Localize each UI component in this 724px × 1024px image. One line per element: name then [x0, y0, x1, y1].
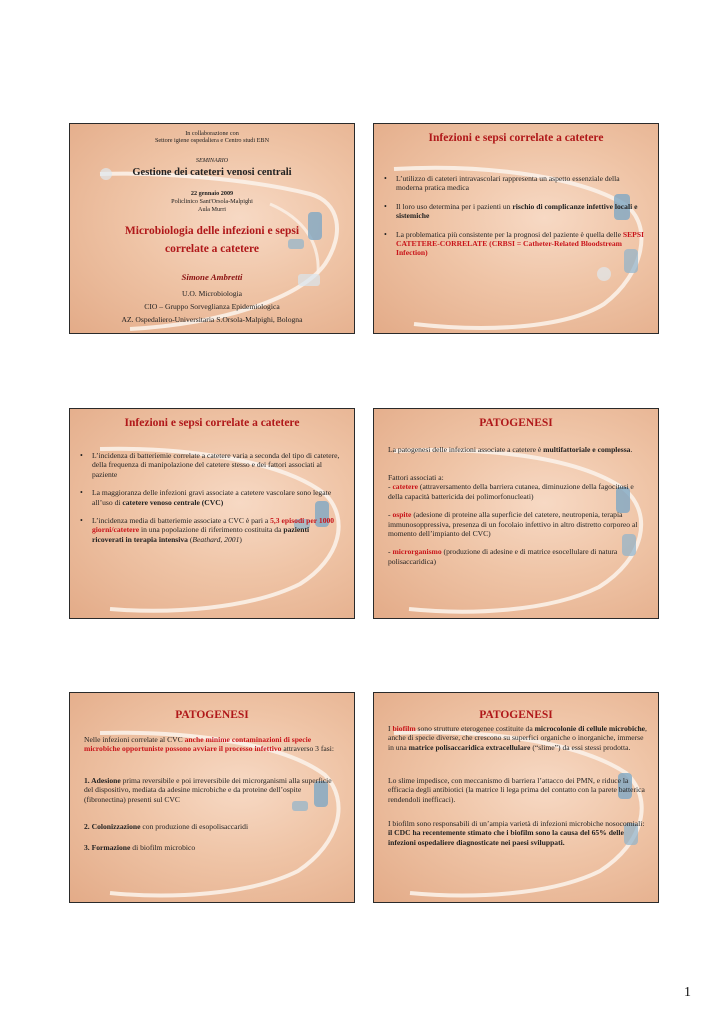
slide-3	[69, 408, 355, 619]
slide-title: Infezioni e sepsi correlate a catetere	[428, 132, 604, 144]
slide-title: PATOGENESI	[479, 417, 553, 429]
course-title: Gestione dei cateteri venosi centrali	[132, 167, 292, 178]
bullet-item: • La problematica più consistente per la prognosi del paziente è quella delle SEPSI CATETERE-CORRELATE (CRBSI = Catheter-Related Bloodstream Infection)	[382, 230, 644, 258]
factors-heading: Fattori associati a:	[388, 473, 444, 482]
page-number: 1	[684, 985, 691, 1000]
slide-title: Infezioni e sepsi correlate a catetere	[124, 417, 300, 429]
author-name: Simone Ambretti	[181, 272, 243, 282]
phase-1: 1. Adesione prima reversibile e poi irreversibile dei microrganismi alla superficie del dispositivo, mediata da adesine microbiche e da proteine dell’ospite (fibronectina) presenti sul CVC	[84, 776, 332, 804]
affiliation-3: AZ. Ospedaliero-Universitaria S.Orsola-Malpighi, Bologna	[121, 315, 303, 324]
biofilm-definition: I biofilm sono strutture eterogenee costituite da microcolonie di cellule microbiche, anche di specie diverse, che crescono su superfici organiche o inorganiche, immerse in una matrice polisaccaridica extracellulare (“slime”) da essi stessi prodotta.	[388, 724, 647, 752]
affiliation-2: CIO – Gruppo Sorveglianza Epidemiologica	[144, 302, 280, 311]
venue-line-2: Aula Murri	[197, 206, 226, 213]
bullet-list	[78, 451, 340, 553]
phase-3: 3. Formazione di biofilm microbico	[84, 843, 196, 852]
venue-line-1: Policlinico Sant'Orsola-Malpighi	[171, 198, 253, 205]
slime-paragraph: Lo slime impedisce, con meccanismo di barriera l’attacco dei PMN, e riduce la efficacia degli antibiotici (la matrice li lega prima del contatto con la parete batterica rendendoli inefficaci).	[388, 776, 645, 804]
bullet-item: • L’incidenza media di batteriemie associate a CVC è pari a 5,3 episodi per 1000 giorni/catetere in una popolazione di riferimento costituita da pazienti ricoverati in terapia intensiva (Beathard, 2001)	[78, 516, 340, 544]
slide-title: PATOGENESI	[175, 709, 249, 721]
slide-5	[69, 692, 355, 903]
collab-line-2: Settore igiene ospedaliera e Centro studi EBN	[154, 137, 270, 144]
factor-host: - ospite (adesione di proteine alla superficie del catetere, neutropenia, terapia immunosoppressiva, presenza di un focolaio infettivo in altro distretto corporeo al momento dell’impianto del CVC)	[388, 510, 638, 539]
bullet-item: • L’incidenza di batteriemie correlate a catetere varia a seconda del tipo di catetere, della frequenza di manipolazione del catetere stesso e dei fattori associati al paziente	[78, 451, 340, 479]
intro-paragraph: Nelle infezioni correlate al CVC anche minime contaminazioni di specie microbiche opportuniste possono avviare il processo infettivo attraverso 3 fasi:	[84, 735, 334, 754]
factors-block	[388, 473, 646, 566]
bullet-item: • La maggioranza delle infezioni gravi associate a catetere vascolare sono legate all’uso di catetere venoso centrale (CVC)	[78, 488, 340, 507]
affiliation-1: U.O. Microbiologia	[181, 289, 243, 298]
slide-2	[373, 123, 659, 334]
slide-title: PATOGENESI	[479, 709, 553, 721]
main-title-line-1: Microbiologia delle infezioni e sepsi	[124, 225, 300, 237]
factor-microorganism: - microrganismo (produzione di adesine e di matrice esocellulare di natura polisaccaridica)	[388, 547, 618, 566]
intro-paragraph: La patogenesi delle infezioni associate a catetere è multifattoriale e complessa.	[388, 445, 633, 454]
factor-catheter: - catetere (attraversamento della barriera cutanea, diminuzione della fagocitosi e della capacità battericida dei polimorfonucleati)	[388, 482, 634, 501]
slide-6	[373, 692, 659, 903]
seminario-label: SEMINARIO	[195, 157, 229, 164]
bullet-item: • L’utilizzo di cateteri intravascolari rappresenta un aspetto essenziale della moderna pratica medica	[382, 174, 644, 193]
seminar-date: 22 gennaio 2009	[190, 190, 234, 197]
main-title-line-2: correlate a catetere	[164, 243, 260, 255]
cdc-paragraph: I biofilm sono responsabili di un’ampia varietà di infezioni microbiche nosocomiali: il CDC ha recentemente stimato che i biofilm sono la causa del 65% delle infezioni ospedaliere diagnosticate nei paesi sviluppati.	[388, 819, 645, 847]
bullet-list	[382, 174, 644, 267]
slide-4	[373, 408, 659, 619]
phase-2: 2. Colonizzazione con produzione di esopolisaccaridi	[84, 822, 249, 831]
bullet-item: • Il loro uso determina per i pazienti un rischio di complicanze infettive locali e sistemiche	[382, 202, 644, 221]
slide-1	[69, 123, 355, 334]
collab-line-1: In collaborazione con	[185, 130, 239, 137]
